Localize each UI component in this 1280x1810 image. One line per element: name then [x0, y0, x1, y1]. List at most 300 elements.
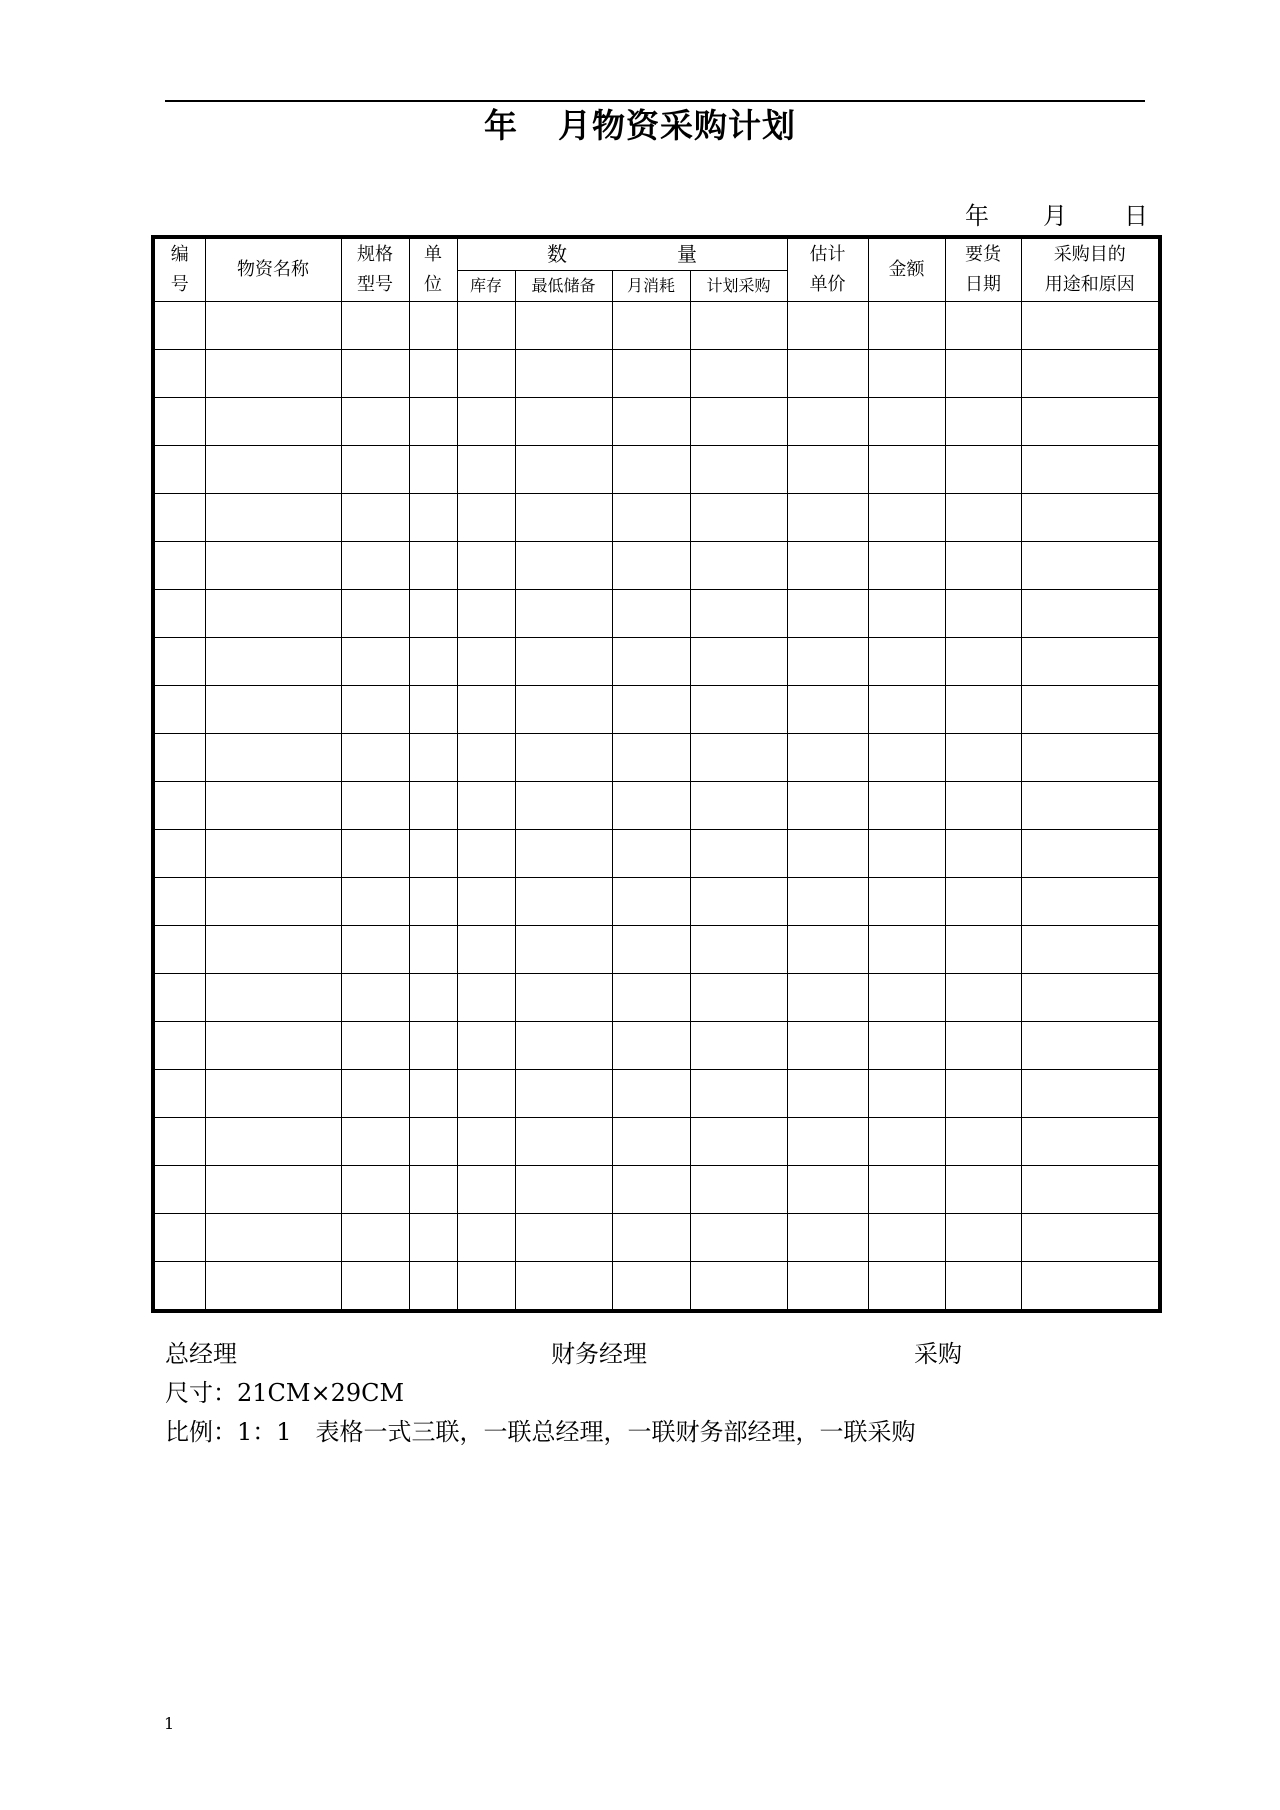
table-cell[interactable]: [612, 301, 690, 349]
table-cell[interactable]: [409, 589, 457, 637]
table-cell[interactable]: [205, 301, 341, 349]
table-cell[interactable]: [945, 1117, 1021, 1165]
header-monthly-consumption: 月消耗: [612, 270, 690, 301]
table-cell[interactable]: [153, 1021, 205, 1069]
table-cell[interactable]: [153, 925, 205, 973]
table-cell[interactable]: [153, 1069, 205, 1117]
table-cell[interactable]: [341, 685, 409, 733]
table-cell[interactable]: [868, 925, 945, 973]
table-cell[interactable]: [1021, 685, 1160, 733]
table-cell[interactable]: [409, 1165, 457, 1213]
table-cell[interactable]: [868, 445, 945, 493]
table-row: [153, 589, 1160, 637]
table-cell[interactable]: [945, 541, 1021, 589]
title-year: 年: [484, 106, 518, 145]
signature-finance-manager: 财务经理: [551, 1340, 647, 1368]
table-cell[interactable]: [153, 733, 205, 781]
table-cell[interactable]: [945, 973, 1021, 1021]
table-cell[interactable]: [690, 589, 787, 637]
date-month-label: 月: [1043, 202, 1067, 230]
title-text: 月物资采购计划: [558, 106, 796, 145]
table-cell[interactable]: [409, 973, 457, 1021]
table-cell[interactable]: [690, 493, 787, 541]
table-cell[interactable]: [868, 397, 945, 445]
table-cell[interactable]: [153, 1261, 205, 1311]
table-cell[interactable]: [515, 733, 612, 781]
table-cell[interactable]: [868, 973, 945, 1021]
table-row: [153, 1213, 1160, 1261]
table-cell[interactable]: [787, 973, 868, 1021]
table-cell[interactable]: [341, 1261, 409, 1311]
table-cell[interactable]: [945, 685, 1021, 733]
table-cell[interactable]: [945, 733, 1021, 781]
table-cell[interactable]: [205, 445, 341, 493]
table-cell[interactable]: [205, 685, 341, 733]
table-cell[interactable]: [787, 1117, 868, 1165]
table-cell[interactable]: [341, 445, 409, 493]
table-cell[interactable]: [515, 877, 612, 925]
table-cell[interactable]: [868, 637, 945, 685]
table-cell[interactable]: [409, 733, 457, 781]
table-cell[interactable]: [1021, 973, 1160, 1021]
header-planned-purchase: 计划采购: [690, 270, 787, 301]
table-cell[interactable]: [1021, 493, 1160, 541]
table-cell[interactable]: [341, 349, 409, 397]
table-cell[interactable]: [457, 445, 515, 493]
table-cell[interactable]: [945, 1213, 1021, 1261]
table-cell[interactable]: [205, 877, 341, 925]
table-cell[interactable]: [341, 1021, 409, 1069]
table-cell[interactable]: [515, 397, 612, 445]
table-cell[interactable]: [153, 829, 205, 877]
table-row: [153, 685, 1160, 733]
table-cell[interactable]: [945, 589, 1021, 637]
table-cell[interactable]: [153, 973, 205, 1021]
table-cell[interactable]: [515, 1069, 612, 1117]
table-row: [153, 445, 1160, 493]
table-cell[interactable]: [341, 1165, 409, 1213]
table-cell[interactable]: [1021, 781, 1160, 829]
table-row: [153, 541, 1160, 589]
header-purpose: 采购目的 用途和原因: [1021, 237, 1160, 301]
table-cell[interactable]: [341, 877, 409, 925]
table-cell[interactable]: [612, 1021, 690, 1069]
table-cell[interactable]: [868, 589, 945, 637]
note-size: 尺寸：21CM×29CM: [165, 1379, 405, 1407]
table-cell[interactable]: [1021, 445, 1160, 493]
table-cell[interactable]: [515, 1213, 612, 1261]
table-cell[interactable]: [787, 829, 868, 877]
table-cell[interactable]: [1021, 397, 1160, 445]
table-cell[interactable]: [457, 637, 515, 685]
signature-general-manager: 总经理: [165, 1340, 237, 1368]
table-cell[interactable]: [1021, 1165, 1160, 1213]
table-cell[interactable]: [787, 1165, 868, 1213]
table-cell[interactable]: [690, 685, 787, 733]
table-cell[interactable]: [1021, 1261, 1160, 1311]
table-row: [153, 301, 1160, 349]
table-cell[interactable]: [409, 781, 457, 829]
table-cell[interactable]: [153, 493, 205, 541]
table-cell[interactable]: [205, 589, 341, 637]
table-cell[interactable]: [409, 349, 457, 397]
table-cell[interactable]: [457, 1069, 515, 1117]
table-cell[interactable]: [1021, 349, 1160, 397]
table-cell[interactable]: [515, 973, 612, 1021]
table-cell[interactable]: [690, 1117, 787, 1165]
table-cell[interactable]: [205, 781, 341, 829]
table-body: [153, 301, 1160, 1311]
table-cell[interactable]: [945, 349, 1021, 397]
table-cell[interactable]: [205, 1021, 341, 1069]
date-year-label: 年: [965, 202, 989, 230]
table-cell[interactable]: [945, 397, 1021, 445]
table-row: [153, 829, 1160, 877]
table-cell[interactable]: [205, 1213, 341, 1261]
table-cell[interactable]: [341, 1069, 409, 1117]
table-cell[interactable]: [409, 1213, 457, 1261]
procurement-plan-table: [151, 235, 1162, 1313]
table-cell[interactable]: [341, 301, 409, 349]
table-cell[interactable]: [409, 541, 457, 589]
page-title: [0, 104, 1280, 148]
table-cell[interactable]: [205, 1069, 341, 1117]
table-cell[interactable]: [153, 637, 205, 685]
header-min-reserve: 最低储备: [515, 270, 612, 301]
table-cell[interactable]: [205, 397, 341, 445]
table-cell[interactable]: [1021, 733, 1160, 781]
table-cell[interactable]: [868, 877, 945, 925]
table-cell[interactable]: [1021, 301, 1160, 349]
table-cell[interactable]: [341, 973, 409, 1021]
table-cell[interactable]: [515, 637, 612, 685]
table-cell[interactable]: [341, 829, 409, 877]
table-cell[interactable]: [153, 301, 205, 349]
table-cell[interactable]: [612, 973, 690, 1021]
table-row: [153, 877, 1160, 925]
table-cell[interactable]: [153, 685, 205, 733]
table-cell[interactable]: [515, 781, 612, 829]
table-cell[interactable]: [945, 1165, 1021, 1213]
table-cell[interactable]: [787, 925, 868, 973]
table-cell[interactable]: [153, 1165, 205, 1213]
table-cell[interactable]: [787, 397, 868, 445]
table-cell[interactable]: [1021, 1213, 1160, 1261]
table-row: [153, 493, 1160, 541]
table-cell[interactable]: [787, 1069, 868, 1117]
table-cell[interactable]: [868, 349, 945, 397]
table-cell[interactable]: [409, 493, 457, 541]
table-cell[interactable]: [690, 637, 787, 685]
table-cell[interactable]: [457, 1165, 515, 1213]
table-cell[interactable]: [341, 781, 409, 829]
table-cell[interactable]: [205, 541, 341, 589]
table-cell[interactable]: [690, 301, 787, 349]
table-cell[interactable]: [787, 685, 868, 733]
table-cell[interactable]: [612, 925, 690, 973]
table-cell[interactable]: [205, 349, 341, 397]
table-cell[interactable]: [1021, 1021, 1160, 1069]
table-cell[interactable]: [457, 1021, 515, 1069]
header-number: 编 号: [153, 237, 205, 301]
date-day-label: 日: [1124, 202, 1148, 230]
table-cell[interactable]: [612, 589, 690, 637]
table-cell[interactable]: [690, 1069, 787, 1117]
table-cell[interactable]: [515, 445, 612, 493]
table-cell[interactable]: [690, 877, 787, 925]
table-cell[interactable]: [457, 829, 515, 877]
table-cell[interactable]: [868, 1261, 945, 1311]
table-cell[interactable]: [787, 637, 868, 685]
table-cell[interactable]: [612, 1261, 690, 1311]
table-cell[interactable]: [457, 301, 515, 349]
table-cell[interactable]: [409, 829, 457, 877]
table-cell[interactable]: [787, 589, 868, 637]
table-cell[interactable]: [341, 637, 409, 685]
header-stock: 库存: [457, 270, 515, 301]
note-ratio: 比例：1：1 表格一式三联，一联总经理，一联财务部经理，一联采购: [165, 1418, 916, 1446]
table-cell[interactable]: [409, 445, 457, 493]
table-cell[interactable]: [205, 973, 341, 1021]
table-cell[interactable]: [153, 445, 205, 493]
table-cell[interactable]: [205, 637, 341, 685]
table-cell[interactable]: [868, 685, 945, 733]
table-cell[interactable]: [787, 1213, 868, 1261]
table-cell[interactable]: [341, 925, 409, 973]
table-cell[interactable]: [690, 1021, 787, 1069]
table-row: [153, 397, 1160, 445]
table-cell[interactable]: [457, 733, 515, 781]
table-cell[interactable]: [409, 1117, 457, 1165]
table-cell[interactable]: [868, 493, 945, 541]
table-cell[interactable]: [612, 685, 690, 733]
table-cell[interactable]: [945, 493, 1021, 541]
table-cell[interactable]: [205, 925, 341, 973]
table-cell[interactable]: [457, 541, 515, 589]
table-cell[interactable]: [409, 1069, 457, 1117]
table-cell[interactable]: [153, 781, 205, 829]
table-cell[interactable]: [515, 1165, 612, 1213]
table-cell[interactable]: [515, 925, 612, 973]
table-cell[interactable]: [690, 445, 787, 493]
table-cell[interactable]: [612, 1069, 690, 1117]
table-cell[interactable]: [515, 589, 612, 637]
table-cell[interactable]: [409, 1021, 457, 1069]
table-cell[interactable]: [153, 541, 205, 589]
table-cell[interactable]: [690, 1165, 787, 1213]
table-cell[interactable]: [341, 589, 409, 637]
table-cell[interactable]: [612, 829, 690, 877]
header-amount: 金额: [868, 237, 945, 301]
table-cell[interactable]: [515, 493, 612, 541]
table-cell[interactable]: [153, 1213, 205, 1261]
table-cell[interactable]: [868, 781, 945, 829]
header-quantity: 数 量: [457, 237, 787, 270]
table-cell[interactable]: [868, 541, 945, 589]
signature-procurement: 采购: [914, 1340, 962, 1368]
table-cell[interactable]: [205, 733, 341, 781]
table-cell[interactable]: [690, 541, 787, 589]
table-cell[interactable]: [457, 925, 515, 973]
table-cell[interactable]: [457, 1213, 515, 1261]
header-delivery-date: 要货 日期: [945, 237, 1021, 301]
table-cell[interactable]: [868, 1117, 945, 1165]
table-row: [153, 1261, 1160, 1311]
table-cell[interactable]: [1021, 829, 1160, 877]
table-cell[interactable]: [945, 1021, 1021, 1069]
table-cell[interactable]: [945, 1069, 1021, 1117]
table-cell[interactable]: [690, 1213, 787, 1261]
table-cell[interactable]: [612, 397, 690, 445]
table-cell[interactable]: [868, 301, 945, 349]
table-cell[interactable]: [457, 397, 515, 445]
table-cell[interactable]: [945, 445, 1021, 493]
table-cell[interactable]: [787, 781, 868, 829]
table-cell[interactable]: [515, 1117, 612, 1165]
table-cell[interactable]: [787, 733, 868, 781]
table-cell[interactable]: [945, 637, 1021, 685]
table-cell[interactable]: [457, 349, 515, 397]
table-row: [153, 925, 1160, 973]
table-cell[interactable]: [341, 541, 409, 589]
table-cell[interactable]: [690, 397, 787, 445]
table-cell[interactable]: [515, 1021, 612, 1069]
header-rule: [165, 100, 1145, 102]
table-cell[interactable]: [945, 301, 1021, 349]
table-cell[interactable]: [868, 829, 945, 877]
table-row: [153, 1165, 1160, 1213]
table-cell[interactable]: [1021, 541, 1160, 589]
table-row: [153, 1117, 1160, 1165]
table-cell[interactable]: [612, 877, 690, 925]
table-cell[interactable]: [612, 493, 690, 541]
table-cell[interactable]: [515, 301, 612, 349]
table-cell[interactable]: [612, 349, 690, 397]
header-material-name: 物资名称: [205, 237, 341, 301]
page-number: 1: [164, 1714, 175, 1733]
table-cell[interactable]: [612, 1117, 690, 1165]
table-cell[interactable]: [515, 541, 612, 589]
table-cell[interactable]: [205, 493, 341, 541]
header-est-unit-price: 估计 单价: [787, 237, 868, 301]
table-cell[interactable]: [612, 733, 690, 781]
table-cell[interactable]: [457, 781, 515, 829]
table-cell[interactable]: [612, 541, 690, 589]
table-cell[interactable]: [205, 1165, 341, 1213]
table-row: [153, 1069, 1160, 1117]
table-cell[interactable]: [1021, 589, 1160, 637]
table-cell[interactable]: [868, 733, 945, 781]
table-row: [153, 781, 1160, 829]
table-cell[interactable]: [787, 301, 868, 349]
table-cell[interactable]: [945, 781, 1021, 829]
table-cell[interactable]: [1021, 1069, 1160, 1117]
table-cell[interactable]: [1021, 1117, 1160, 1165]
table-cell[interactable]: [1021, 637, 1160, 685]
table-cell[interactable]: [787, 349, 868, 397]
table-cell[interactable]: [457, 877, 515, 925]
table-cell[interactable]: [153, 877, 205, 925]
table-cell[interactable]: [612, 637, 690, 685]
table-cell[interactable]: [409, 637, 457, 685]
table-cell[interactable]: [787, 1021, 868, 1069]
table-cell[interactable]: [409, 301, 457, 349]
table-row: [153, 637, 1160, 685]
table-cell[interactable]: [409, 877, 457, 925]
table-cell[interactable]: [341, 733, 409, 781]
table-cell[interactable]: [409, 397, 457, 445]
table-cell[interactable]: [690, 973, 787, 1021]
table-cell[interactable]: [787, 493, 868, 541]
table-cell[interactable]: [690, 781, 787, 829]
table-cell[interactable]: [409, 1261, 457, 1311]
table-cell[interactable]: [787, 1261, 868, 1311]
table-cell[interactable]: [612, 781, 690, 829]
table-cell[interactable]: [409, 685, 457, 733]
table-cell[interactable]: [341, 1117, 409, 1165]
table-cell[interactable]: [868, 1165, 945, 1213]
table-cell[interactable]: [457, 1117, 515, 1165]
table-cell[interactable]: [868, 1021, 945, 1069]
table-cell[interactable]: [612, 445, 690, 493]
table-cell[interactable]: [205, 829, 341, 877]
table-cell[interactable]: [341, 493, 409, 541]
table-cell[interactable]: [153, 1117, 205, 1165]
table-cell[interactable]: [515, 1261, 612, 1311]
table-cell[interactable]: [787, 541, 868, 589]
table-cell[interactable]: [457, 1261, 515, 1311]
table-cell[interactable]: [515, 349, 612, 397]
table-cell[interactable]: [153, 397, 205, 445]
table-cell[interactable]: [341, 397, 409, 445]
table-cell[interactable]: [457, 493, 515, 541]
table-cell[interactable]: [612, 1165, 690, 1213]
table-row: [153, 349, 1160, 397]
table-cell[interactable]: [690, 1261, 787, 1311]
table-cell[interactable]: [945, 1261, 1021, 1311]
table-cell[interactable]: [690, 733, 787, 781]
table-cell[interactable]: [1021, 925, 1160, 973]
table-cell[interactable]: [515, 829, 612, 877]
header-spec-model: 规格 型号: [341, 237, 409, 301]
table-cell[interactable]: [690, 925, 787, 973]
table-cell[interactable]: [945, 829, 1021, 877]
table-cell[interactable]: [787, 445, 868, 493]
table-cell[interactable]: [690, 349, 787, 397]
table-row: [153, 973, 1160, 1021]
table-cell[interactable]: [787, 877, 868, 925]
table-cell[interactable]: [205, 1261, 341, 1311]
table-row: [153, 733, 1160, 781]
table-cell[interactable]: [868, 1213, 945, 1261]
table-cell[interactable]: [945, 877, 1021, 925]
table-cell[interactable]: [341, 1213, 409, 1261]
table-cell[interactable]: [457, 973, 515, 1021]
table-cell[interactable]: [868, 1069, 945, 1117]
table-row: [153, 1021, 1160, 1069]
table-cell[interactable]: [690, 829, 787, 877]
table-cell[interactable]: [409, 925, 457, 973]
table-cell[interactable]: [153, 349, 205, 397]
table-cell[interactable]: [612, 1213, 690, 1261]
table-cell[interactable]: [205, 1117, 341, 1165]
table-cell[interactable]: [1021, 877, 1160, 925]
table-cell[interactable]: [457, 685, 515, 733]
table-cell[interactable]: [153, 589, 205, 637]
table-cell[interactable]: [457, 589, 515, 637]
table-cell[interactable]: [515, 685, 612, 733]
table-cell[interactable]: [945, 925, 1021, 973]
